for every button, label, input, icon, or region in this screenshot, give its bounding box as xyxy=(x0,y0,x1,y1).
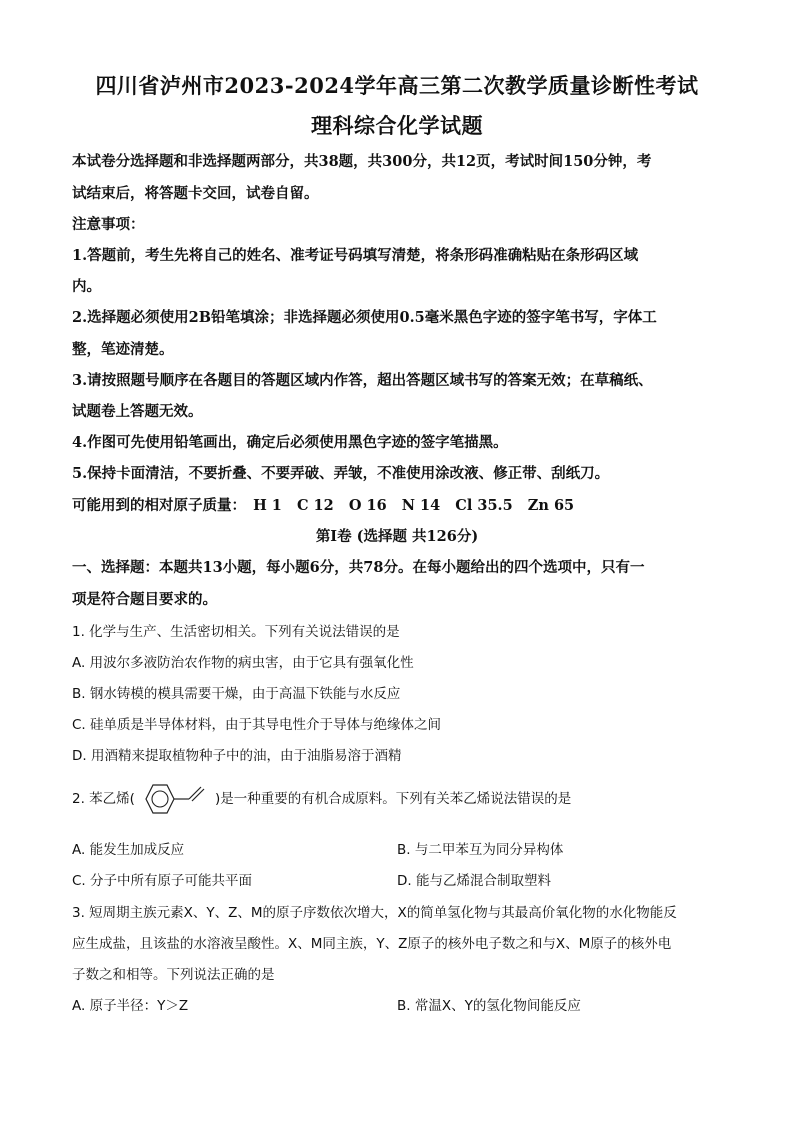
q3-option-b: B. 常温X、Y的氢化物间能反应 xyxy=(397,998,581,1014)
mass-n: N 14 xyxy=(401,497,441,514)
q2-option-a: A. 能发生加成反应 xyxy=(72,842,185,858)
q3-stem-line-2: 应生成盐，且该盐的水溶液呈酸性。X、M同主族，Y、Z原子的核外电子数之和与X、M原子的核外电 xyxy=(72,936,672,952)
exam-title: 四川省泸州市2023-2024学年高三第二次教学质量诊断性考试 xyxy=(95,73,699,98)
q2-option-b: B. 与二甲苯互为同分异构体 xyxy=(397,842,564,858)
notice-3a: 3.请按照题号顺序在各题目的答题区域内作答，超出答题区域书写的答案无效；在草稿纸、 xyxy=(72,372,653,389)
q1-option-b: B. 钢水铸模的模具需要干燥，由于高温下铁能与水反应 xyxy=(72,686,401,702)
notice-4: 4.作图可先使用铅笔画出，确定后必须使用黑色字迹的签字笔描黑。 xyxy=(72,434,508,451)
mass-cl: Cl 35.5 xyxy=(455,497,513,514)
mass-h: H 1 xyxy=(253,497,282,514)
q3-stem-line-1: 3. 短周期主族元素X、Y、Z、M的原子序数依次增大，X的简单氢化物与其最高价氧化物的水化物能反 xyxy=(72,905,677,921)
q1-option-c: C. 硅单质是半导体材料，由于其导电性介于导体与绝缘体之间 xyxy=(72,717,442,733)
exam-subtitle: 理科综合化学试题 xyxy=(311,113,483,138)
section-heading: 第Ⅰ卷 (选择题 共126分) xyxy=(315,528,479,545)
notice-3b: 试题卷上答题无效。 xyxy=(72,403,203,420)
notice-1a: 1.答题前，考生先将自己的姓名、准考证号码填写清楚，将条形码准确粘贴在条形码区域 xyxy=(72,247,639,264)
part1-line-b: 项是符合题目要求的。 xyxy=(72,591,217,608)
q2-stem xyxy=(72,782,571,816)
part1-line-a: 一、选择题：本题共13小题，每小题6分，共78分。在每小题给出的四个选项中，只有一 xyxy=(72,559,645,576)
q1-option-d: D. 用酒精来提取植物种子中的油，由于油脂易溶于酒精 xyxy=(72,748,402,764)
notice-5: 5.保持卡面清洁，不要折叠、不要弄破、弄皱，不准使用涂改液、修正带、刮纸刀。 xyxy=(72,465,610,482)
mass-c: C 12 xyxy=(296,497,334,514)
styrene-structure-icon xyxy=(135,782,215,816)
q3-option-a: A. 原子半径：Y＞Z xyxy=(72,998,189,1014)
notice-2a: 2.选择题必须使用2B铅笔填涂；非选择题必须使用0.5毫米黑色字迹的签字笔书写，字体工 xyxy=(72,309,657,326)
notice-1b: 内。 xyxy=(72,278,101,295)
notice-2b: 整，笔迹清楚。 xyxy=(72,341,174,358)
q2-stem-pre: 2. 苯乙烯( xyxy=(72,791,135,807)
atomic-mass-line xyxy=(72,494,584,515)
q2-option-c: C. 分子中所有原子可能共平面 xyxy=(72,873,253,889)
q2-stem-post: )是一种重要的有机合成原料。下列有关苯乙烯说法错误的是 xyxy=(214,791,572,807)
atomic-mass-label: 可能用到的相对原子质量： xyxy=(72,497,246,514)
mass-o: O 16 xyxy=(348,497,387,514)
intro-line-2: 试结束后，将答题卡交回，试卷自留。 xyxy=(72,185,319,202)
intro-line-1: 本试卷分选择题和非选择题两部分，共38题，共300分，共12页，考试时间150分钟，考 xyxy=(72,153,652,170)
q2-option-d: D. 能与乙烯混合制取塑料 xyxy=(397,873,551,889)
q1-option-a: A. 用波尔多液防治农作物的病虫害，由于它具有强氧化性 xyxy=(72,655,414,671)
notice-title: 注意事项： xyxy=(72,216,145,233)
q3-stem-line-3: 子数之和相等。下列说法正确的是 xyxy=(72,967,275,983)
q1-stem: 1. 化学与生产、生活密切相关。下列有关说法错误的是 xyxy=(72,624,400,640)
mass-zn: Zn 65 xyxy=(527,497,575,514)
